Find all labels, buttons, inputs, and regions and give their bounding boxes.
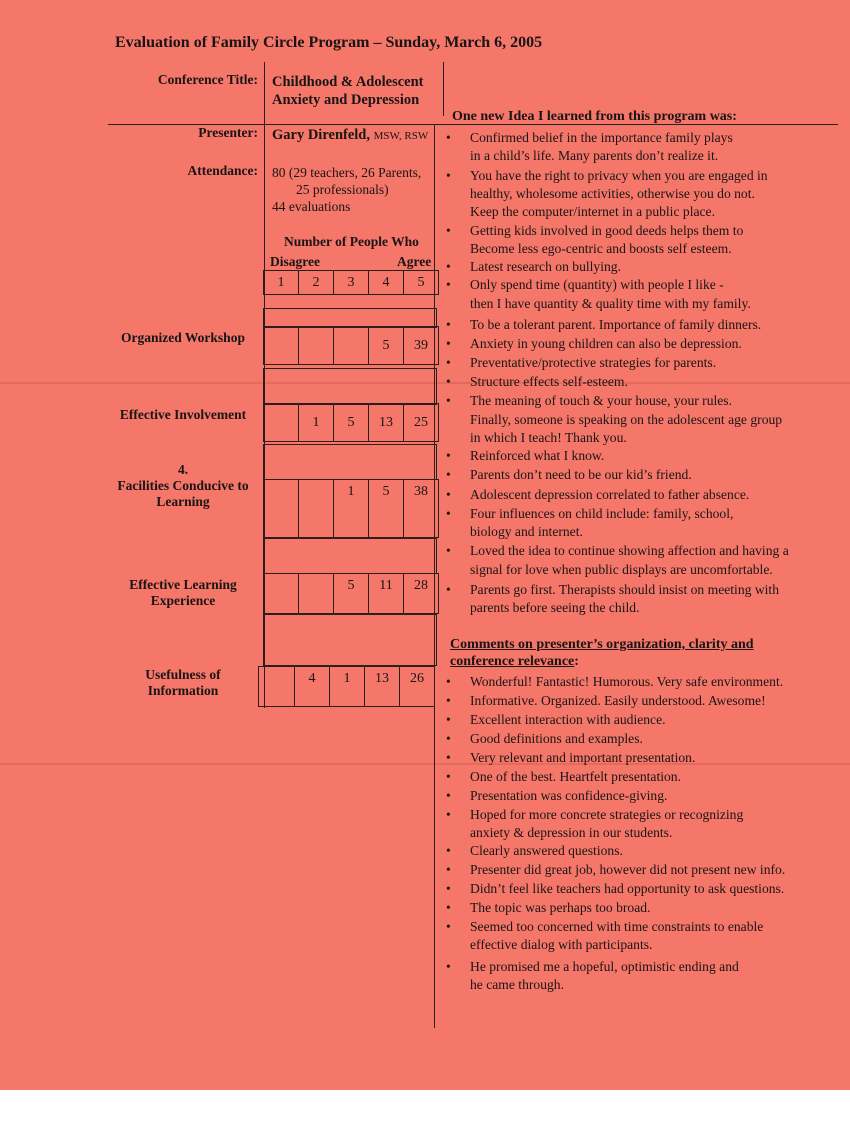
bullet-icon: • [446,712,451,727]
item-text: Structure effects self-esteem. [470,374,628,389]
rating-cell: 13 [369,404,404,442]
bullet-icon: • [446,487,451,502]
item-text: Good definitions and examples. [470,731,643,746]
bullet-icon: • [446,674,451,689]
spacer-box [263,538,437,574]
new-ideas-heading: One new Idea I learned from this program was: [452,109,737,124]
item-text: Anxiety in young children can also be depression. [470,336,742,351]
item-text: signal for love when public displays are uncomfortable. [470,562,773,577]
bullet-icon: • [446,788,451,803]
rating-label-organized: Organized Workshop [121,330,245,345]
rating-cell [299,574,334,614]
rating-row-learning [263,573,439,614]
bullet-icon: • [446,807,451,822]
bullet-icon: • [446,881,451,896]
item-text: The topic was perhaps too broad. [470,900,651,915]
bullet-icon: • [446,731,451,746]
spacer-box [263,444,437,480]
page-title: Evaluation of Family Circle Program – Sunday, March 6, 2005 [115,34,543,51]
rating-row-usefulness [258,666,435,707]
item-text: Presentation was confidence-giving. [470,788,668,803]
item-text: anxiety & depression in our students. [470,825,673,840]
bullet-icon: • [446,959,451,974]
bullet-icon: • [446,223,451,238]
bullet-icon: • [446,862,451,877]
scale-5: 5 [404,271,439,295]
bullet-icon: • [446,467,451,482]
item-text: The meaning of touch & your house, your rules. [470,393,732,408]
item-text: Parents go first. Therapists should insist on meeting with [470,582,779,597]
rating-label-learning: Effective Learning Experience [129,577,237,608]
bullet-icon: • [446,582,451,597]
conference-title-label: Conference Title: [157,72,258,87]
item-text: healthy, wholesome activities, otherwise you do not. [470,186,755,201]
spacer-box [263,308,437,328]
item-text: Become less ego-centric and boosts self esteem. [470,241,732,256]
spacer-box [263,614,437,666]
item-text: Clearly answered questions. [470,843,623,858]
rating-cell [264,327,299,365]
rating-cell: 28 [404,574,439,614]
item-text: Loved the idea to continue showing affection and having a [470,543,789,558]
item-text: Only spend time (quantity) with people I like - [470,277,724,292]
rating-cell: 25 [404,404,439,442]
attendance-label: Attendance: [187,163,258,178]
rating-cell: 5 [334,404,369,442]
item-text: effective dialog with participants. [470,937,653,952]
spacer-box [263,368,437,405]
rating-cell: 4 [295,667,330,707]
paper-fold [0,763,850,765]
bullet-icon: • [446,843,451,858]
bullet-icon: • [446,769,451,784]
scale-right-label: Agree [397,254,432,269]
presenter-label: Presenter: [198,125,258,140]
item-text: He promised me a hopeful, optimistic ending and [470,959,739,974]
bullet-icon: • [446,900,451,915]
bullet-icon: • [446,355,451,370]
item-text: Very relevant and important presentation. [470,750,696,765]
scale-4: 4 [369,271,404,295]
rating-cell: 38 [404,480,439,538]
presenter-value: Gary Direnfeld, MSW, RSW [272,127,429,143]
item-text: parents before seeing the child. [470,600,640,615]
item-text: Four influences on child include: family, school, [470,506,734,521]
rating-label-involvement: Effective Involvement [119,407,247,422]
scale-1: 1 [264,271,299,295]
item-text: Wonderful! Fantastic! Humorous. Very safe environment. [470,674,784,689]
item-text: Latest research on bullying. [470,259,621,274]
bullet-icon: • [446,277,451,292]
item-text: Finally, someone is speaking on the adolescent age group [470,412,783,427]
rating-cell: 5 [369,327,404,365]
bullet-icon: • [446,543,451,558]
item-text: One of the best. Heartfelt presentation. [470,769,682,784]
rating-cell: 1 [334,480,369,538]
bullet-icon: • [446,393,451,408]
item-text: Excellent interaction with audience. [470,712,666,727]
bullet-icon: • [446,130,451,145]
rating-cell: 1 [299,404,334,442]
bullet-icon: • [446,693,451,708]
bullet-icon: • [446,168,451,183]
rating-cell: 1 [330,667,365,707]
rating-cell [264,404,299,442]
item-text: Reinforced what I know. [470,448,605,463]
rating-row-organized [263,326,439,365]
rating-cell: 5 [334,574,369,614]
bullet-icon: • [446,448,451,463]
rating-cell [299,327,334,365]
rating-cell: 5 [369,480,404,538]
bullet-icon: • [446,336,451,351]
ratings-title: Number of People Who [284,234,419,249]
rating-label-usefulness: Usefulness of Information [145,667,221,698]
scale-3: 3 [334,271,369,295]
rating-cell: 39 [404,327,439,365]
item-text: Adolescent depression correlated to father absence. [470,487,750,502]
item-text: he came through. [470,977,564,992]
item-text: Hoped for more concrete strategies or recognizing [470,807,744,822]
right-column-divider-top [443,62,444,116]
item-text: then I have quantity & quality time with my family. [470,296,751,311]
rating-cell [264,574,299,614]
rating-cell: 13 [365,667,400,707]
item-text: in which I teach! Thank you. [470,430,627,445]
rating-cell: 11 [369,574,404,614]
item-text: Seemed too concerned with time constraints to enable [470,919,764,934]
scale-header-row [263,270,439,295]
scale-2: 2 [299,271,334,295]
item-text: You have the right to privacy when you are engaged in [470,168,768,183]
bullet-icon: • [446,919,451,934]
bullet-icon: • [446,374,451,389]
bullet-icon: • [446,506,451,521]
item-text: Parents don’t need to be our kid’s friend. [470,467,692,482]
rating-cell [299,480,334,538]
rating-cell: 26 [400,667,435,707]
comments-heading: Comments on presenter’s organization, clarity and conference relevance: [450,637,754,669]
conference-title-value: Childhood & Adolescent Anxiety and Depression [272,74,424,108]
item-text: Confirmed belief in the importance family plays [470,130,733,145]
rating-cell [334,327,369,365]
item-text: Preventative/protective strategies for parents. [470,355,717,370]
item-text: Getting kids involved in good deeds helps them to [470,223,744,238]
bullet-icon: • [446,317,451,332]
scale-left-label: Disagree [270,254,320,269]
bullet-icon: • [446,259,451,274]
rating-row-facilities [263,479,439,538]
item-text: To be a tolerant parent. Importance of family dinners. [470,317,762,332]
bullet-icon: • [446,750,451,765]
item-text: Keep the computer/internet in a public place. [470,204,715,219]
attendance-value: 80 (29 teachers, 26 Parents, 25 professionals) 44 evaluations [272,165,422,214]
item-text: Didn’t feel like teachers had opportunity to ask questions. [470,881,785,896]
item-text: in a child’s life. Many parents don’t realize it. [470,148,719,163]
item-text: Informative. Organized. Easily understood. Awesome! [470,693,766,708]
item-text: biology and internet. [470,524,583,539]
rating-cell [259,667,295,707]
rating-row-involvement [263,403,439,442]
rating-cell [264,480,299,538]
item-text: Presenter did great job, however did not present new info. [470,862,786,877]
rating-label-facilities: 4. Facilities Conducive to Learning [117,462,249,509]
